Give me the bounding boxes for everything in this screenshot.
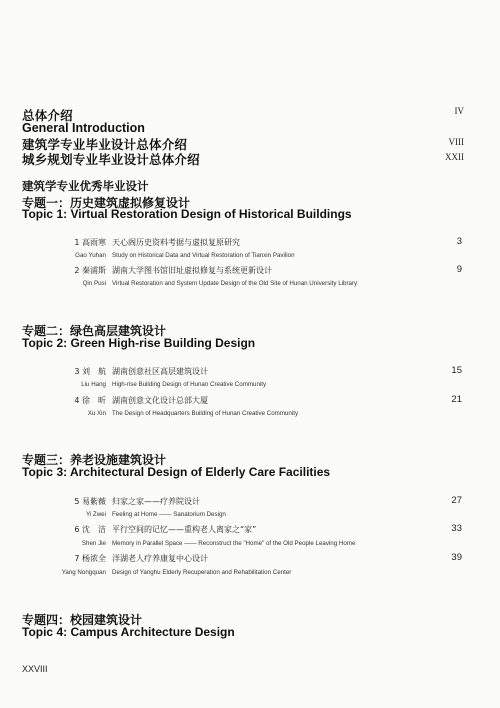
entry-4-title: 湖南创意文化设计总部大厦 — [112, 396, 208, 405]
entry-1-title: 天心阁历史资料考据与虚拟复原研究 — [112, 238, 240, 247]
toc-planning-intro-page: XXII — [445, 152, 464, 162]
topic-4-title: 专题四：校园建筑设计 — [22, 613, 143, 627]
entry-7-author: 7 杨浓全 — [74, 554, 106, 563]
entry-3-title-en: High-rise Building Design of Hunan Creative Community — [112, 381, 267, 388]
toc-arch-intro-title: 建筑学专业毕业设计总体介绍 — [22, 137, 188, 152]
topic-2-title: 专题二：绿色高层建筑设计 — [22, 324, 167, 338]
entry-6-title: 平行空间的记忆——重构老人离家之“家” — [112, 525, 257, 534]
toc-intro-title: 总体介绍 — [22, 108, 73, 123]
entry-1-author: 1 高雨寒 — [74, 238, 106, 247]
entry-2-title: 湖南大学图书馆旧址虚拟修复与系统更新设计 — [112, 266, 272, 275]
entry-7-page: 39 — [451, 552, 462, 563]
entry-2-title-en: Virtual Restoration and System Update Design of the Old Site of Hunan University Library — [112, 280, 358, 287]
entry-5-title: 归家之家——疗养院设计 — [112, 497, 200, 506]
entry-6-author: 6 沈 洁 — [74, 525, 106, 534]
entry-6-title-en: Memory in Parallel Space —— Reconstruct the "Home" of the Old People Leaving Home — [112, 540, 356, 547]
toc-intro-title-en: General Introduction — [22, 121, 145, 135]
entry-2-author: 2 秦浦斯 — [74, 266, 106, 275]
topic-2-title-en: Topic 2: Green High-rise Building Design — [22, 336, 256, 350]
entry-3-page: 15 — [451, 365, 462, 376]
topic-1-title-en: Topic 1: Virtual Restoration Design of Historical Buildings — [22, 207, 352, 221]
entry-1-page: 3 — [456, 236, 462, 247]
entry-5-title-en: Feeling at Home —— Sanatorium Design — [112, 511, 226, 518]
topic-1-title: 专题一：历史建筑虚拟修复设计 — [22, 196, 191, 210]
topic-3-title-en: Topic 3: Architectural Design of Elderly Care Facilities — [22, 465, 331, 479]
entry-3-author-en: Liu Hang — [81, 381, 106, 388]
entry-5-author: 5 易紫薇 — [74, 497, 106, 506]
entry-4-page: 21 — [451, 394, 462, 405]
entry-4-title-en: The Design of Headquarters Building of Hunan Creative Community — [112, 410, 299, 417]
entry-4-author-en: Xu Xin — [87, 410, 106, 417]
toc-planning-intro-title: 城乡规划专业毕业设计总体介绍 — [22, 152, 200, 167]
entry-5-author-en: Yi Zwei — [85, 511, 106, 518]
entry-7-title: 洋湖老人疗养康复中心设计 — [112, 554, 208, 563]
entry-1-title-en: Study on Historical Data and Virtual Restoration of Tianxin Pavilion — [112, 252, 295, 259]
entry-4-author: 4 徐 昕 — [74, 396, 106, 405]
entry-6-author-en: Shen Jie — [81, 540, 106, 547]
toc-arch-intro-page: VIII — [448, 137, 464, 147]
topic-3-title: 专题三：养老设施建筑设计 — [22, 453, 167, 467]
toc-intro-page: IV — [454, 106, 464, 116]
entry-2-author-en: Qin Pusi — [82, 280, 106, 287]
entry-7-author-en: Yang Nongquan — [61, 569, 106, 576]
entry-2-page: 9 — [456, 264, 462, 275]
entry-3-title: 湖南创意社区高层建筑设计 — [112, 367, 208, 376]
topic-4-title-en: Topic 4: Campus Architecture Design — [22, 625, 235, 639]
entry-1-author-en: Gao Yuhan — [75, 252, 106, 259]
section-heading: 建筑学专业优秀毕业设计 — [22, 179, 149, 193]
entry-5-page: 27 — [451, 495, 462, 506]
entry-6-page: 33 — [451, 523, 462, 534]
entry-7-title-en: Design of Yanghu Elderly Recuperation and Rehabilitation Center — [112, 569, 292, 576]
page-number-footer: XXVIII — [22, 664, 48, 674]
entry-3-author: 3 刘 航 — [74, 367, 106, 376]
